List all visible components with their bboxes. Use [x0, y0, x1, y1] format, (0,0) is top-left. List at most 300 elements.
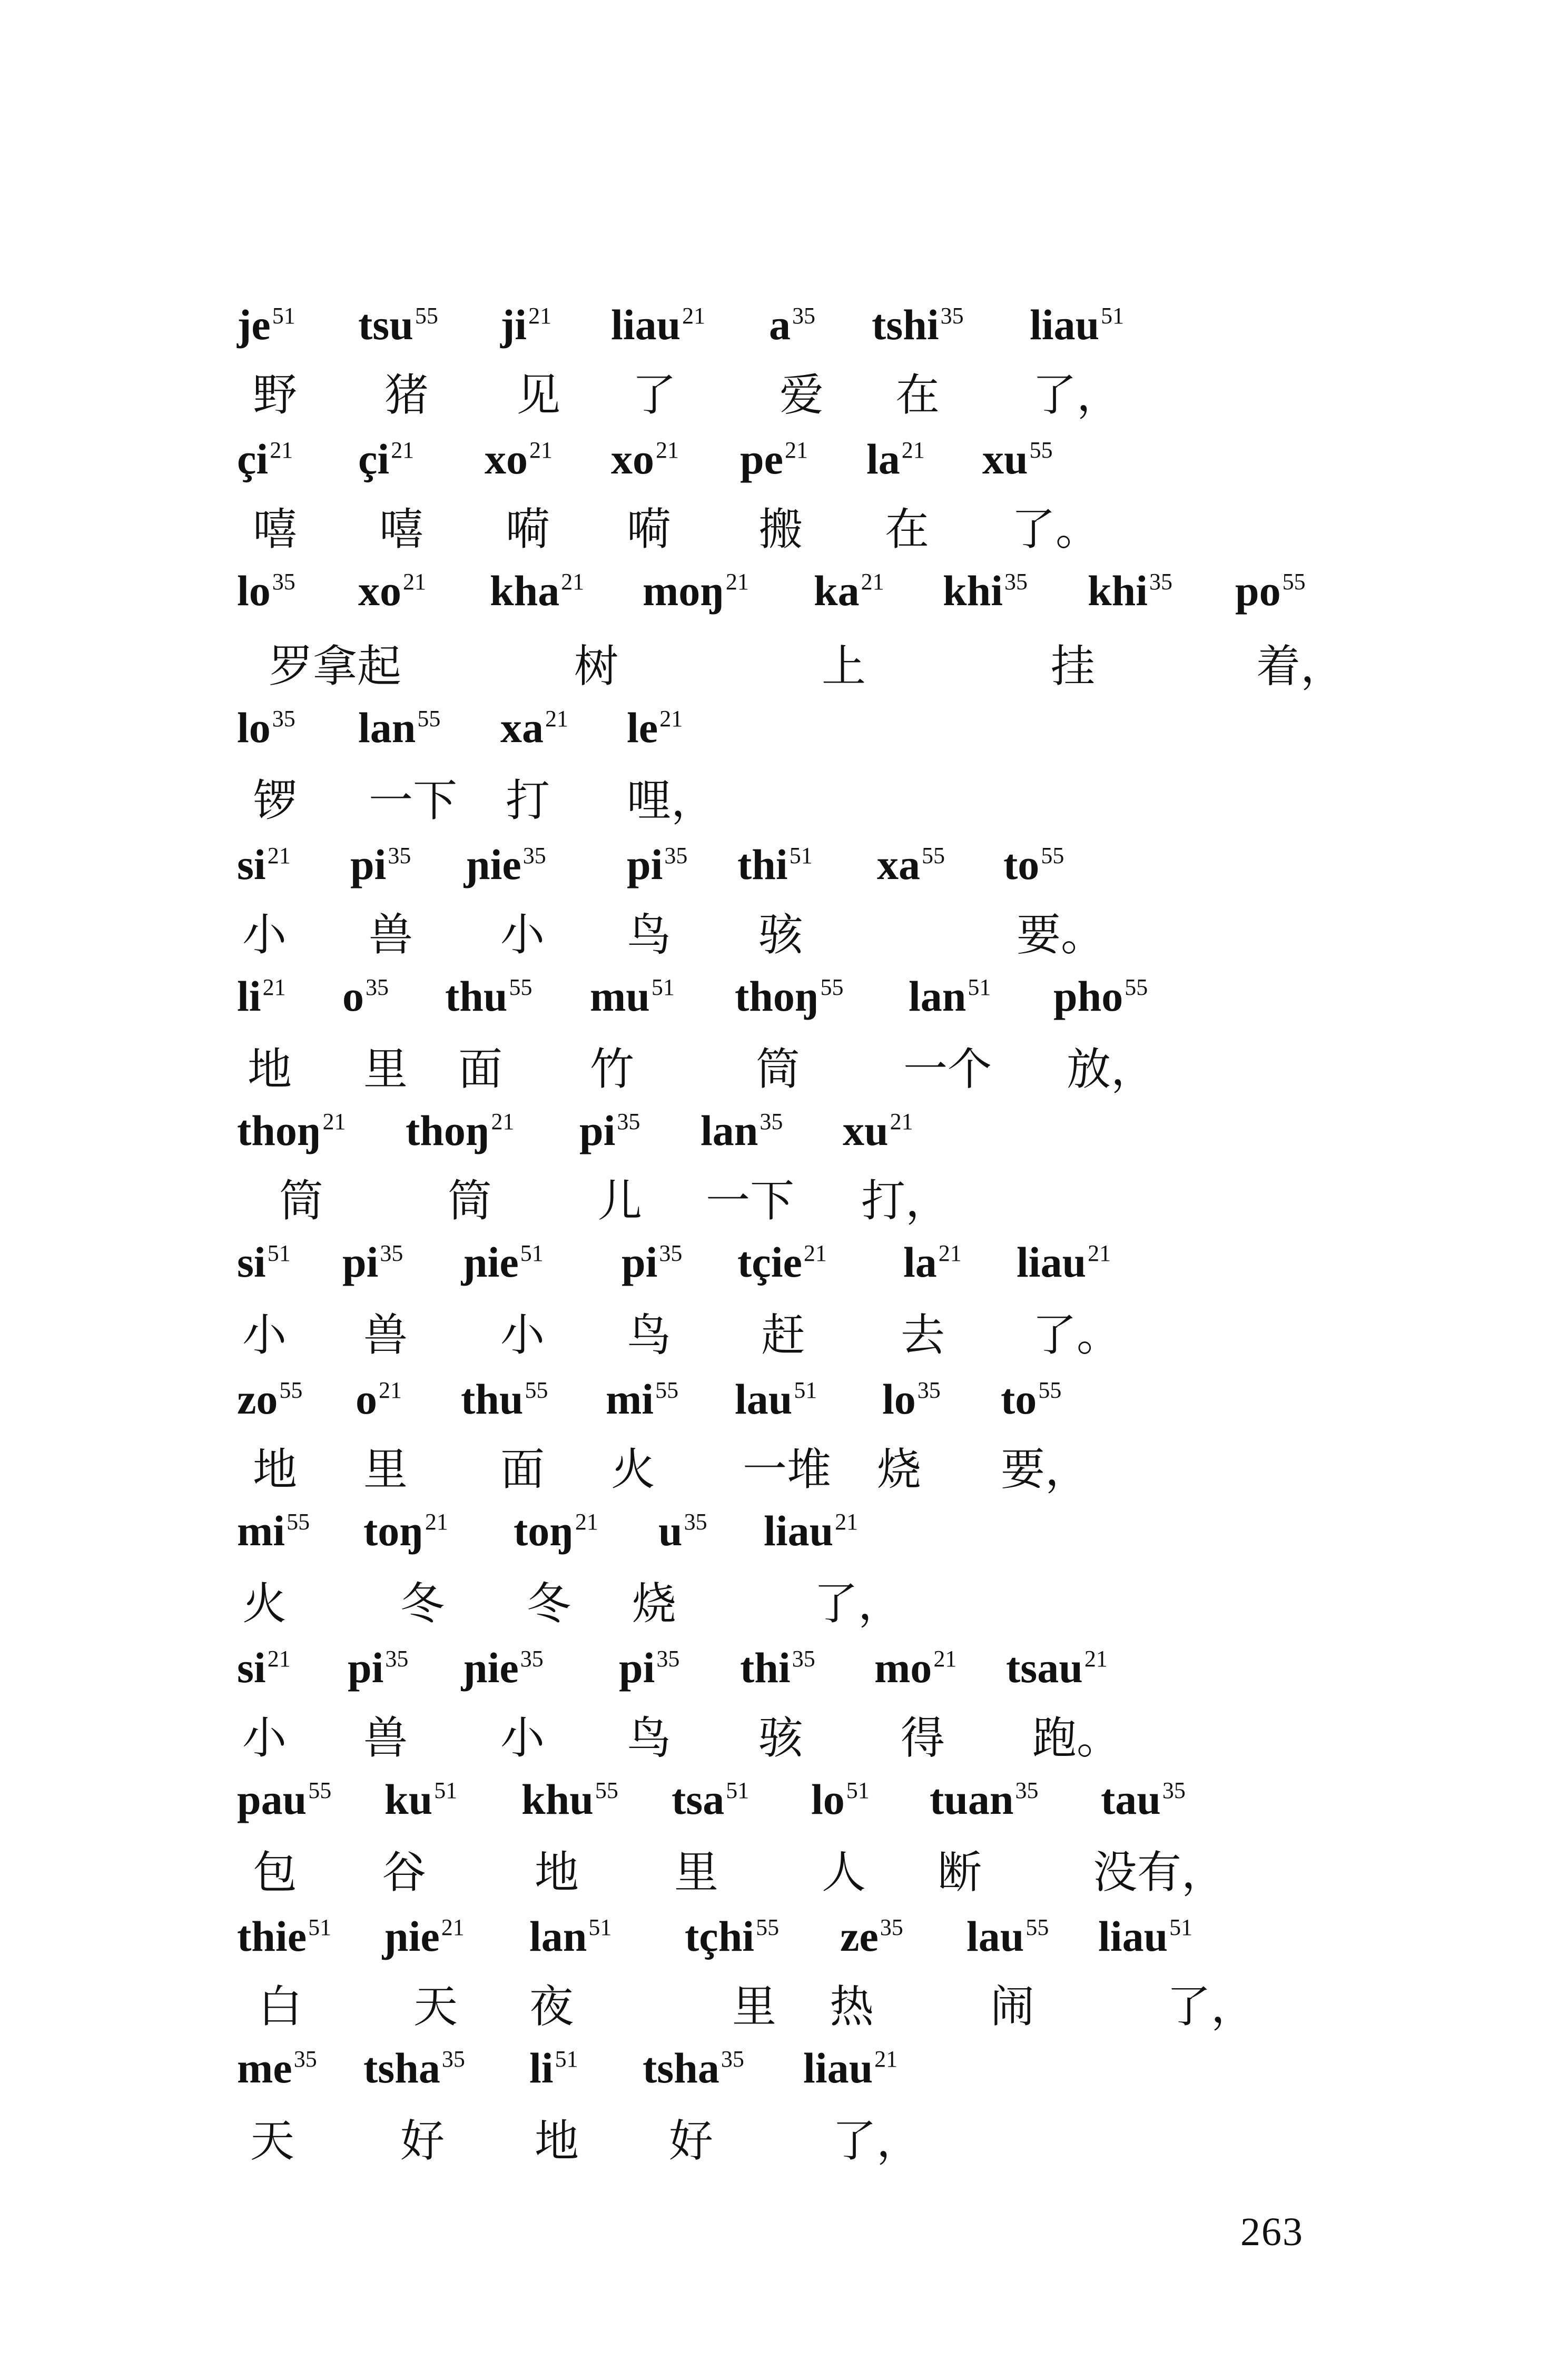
syllable — [237, 1630, 291, 1697]
tone-number: 21 — [656, 437, 679, 463]
syllable-text: lau — [967, 1912, 1024, 1960]
romanization-line — [0, 1762, 1568, 1823]
gloss-word: 小 — [242, 909, 287, 961]
gloss-word: 里 — [674, 1846, 719, 1898]
syllable-text: lo — [237, 704, 271, 752]
tone-number: 21 — [874, 2046, 898, 2072]
tone-number: 51 — [434, 1777, 458, 1803]
gloss-word: 跑。 — [1032, 1712, 1121, 1764]
gloss-word: 人 — [822, 1846, 866, 1898]
tone-number: 55 — [655, 1377, 679, 1403]
tone-number: 55 — [1029, 437, 1053, 463]
syllable-text: liau — [1098, 1912, 1168, 1960]
syllable-text: a — [769, 301, 791, 349]
tone-number: 51 — [267, 1240, 291, 1266]
gloss-word: 鸟 — [627, 1712, 672, 1764]
syllable — [1088, 553, 1172, 620]
syllable-text: liau — [764, 1507, 834, 1555]
syllable-text: je — [237, 301, 271, 349]
tone-number: 35 — [272, 569, 295, 595]
romanization-line — [0, 1093, 1568, 1154]
gloss-word: 去 — [901, 1309, 945, 1361]
gloss-word: 地 — [535, 1846, 579, 1898]
syllable — [529, 2030, 578, 2097]
tone-number: 35 — [721, 2046, 744, 2072]
tone-number: 51 — [846, 1777, 870, 1803]
gloss-word: 包 — [253, 1846, 298, 1898]
syllable — [909, 959, 991, 1025]
syllable — [701, 1093, 783, 1160]
gloss-word: 了， — [832, 2115, 921, 2167]
gloss-word: 地 — [535, 2115, 579, 2167]
syllable — [384, 1899, 465, 1966]
gloss-word: 放， — [1067, 1043, 1156, 1095]
syllable — [237, 1224, 291, 1291]
gloss-line — [0, 1843, 1568, 1901]
syllable — [590, 959, 675, 1025]
syllable-text: thu — [445, 972, 508, 1020]
syllable-text: tshi — [872, 301, 939, 349]
syllable — [500, 690, 568, 757]
gloss-line — [0, 500, 1568, 558]
syllable — [1006, 1630, 1108, 1697]
syllable — [1101, 1762, 1186, 1829]
syllable-text: tsau — [1006, 1644, 1083, 1692]
tone-number: 55 — [1025, 1914, 1049, 1940]
syllable-text: thoŋ — [237, 1107, 321, 1154]
gloss-word: 在 — [885, 503, 930, 555]
syllable — [643, 553, 749, 620]
romanization-line — [0, 553, 1568, 615]
syllable-text: ku — [384, 1775, 433, 1823]
tone-number: 51 — [794, 1377, 817, 1403]
syllable-text: to — [1003, 841, 1040, 888]
syllable — [485, 421, 553, 488]
tone-number: 21 — [529, 437, 553, 463]
tone-number: 35 — [940, 303, 964, 329]
tone-number: 55 — [287, 1509, 310, 1535]
syllable — [967, 1899, 1049, 1966]
syllable — [685, 1899, 779, 1966]
romanization-line — [0, 2030, 1568, 2092]
tone-number: 35 — [1162, 1777, 1186, 1803]
gloss-word: 竹 — [590, 1043, 635, 1095]
tone-number: 21 — [267, 843, 291, 868]
gloss-word: 挂 — [1051, 640, 1096, 692]
gloss-word: 一下 — [706, 1175, 795, 1227]
gloss-word: 面 — [500, 1444, 545, 1495]
syllable-text: ji — [500, 301, 527, 349]
tone-number: 21 — [803, 1240, 827, 1266]
tone-number: 21 — [441, 1914, 465, 1940]
tone-number: 35 — [792, 303, 815, 329]
tone-number: 35 — [522, 843, 546, 868]
gloss-word: 断 — [938, 1846, 982, 1898]
syllable-text: le — [627, 704, 658, 752]
gloss-word: 见 — [516, 369, 561, 421]
syllable-text: kha — [490, 567, 560, 615]
romanization-line — [0, 1361, 1568, 1423]
syllable — [342, 959, 389, 1025]
syllable — [672, 1762, 749, 1829]
tone-number: 21 — [659, 706, 683, 732]
gloss-word: 兽 — [363, 1712, 408, 1764]
syllable-text: thi — [737, 841, 788, 888]
tone-number: 21 — [1088, 1240, 1111, 1266]
romanization-line — [0, 421, 1568, 483]
syllable — [237, 1899, 331, 1966]
gloss-word: 筒 — [756, 1043, 801, 1095]
syllable — [737, 1224, 827, 1291]
syllable — [1001, 1361, 1061, 1428]
syllable — [982, 421, 1053, 488]
syllable-text: xo — [485, 435, 528, 483]
gloss-word: 里 — [732, 1981, 777, 2032]
tone-number: 35 — [617, 1109, 640, 1134]
syllable — [943, 553, 1028, 620]
syllable-text: lo — [882, 1375, 916, 1423]
syllable-text: to — [1001, 1375, 1037, 1423]
gloss-word: 着， — [1256, 640, 1345, 692]
page-number: 263 — [1240, 2210, 1304, 2254]
gloss-word: 罗拿起 — [269, 640, 402, 692]
gloss-word: 猪 — [384, 369, 429, 421]
syllable — [866, 421, 925, 488]
romanization-line — [0, 827, 1568, 888]
tone-number: 35 — [293, 2046, 317, 2072]
syllable — [619, 1630, 679, 1697]
gloss-word: 要， — [1001, 1444, 1090, 1495]
tone-number: 51 — [588, 1914, 612, 1940]
syllable-text: thi — [740, 1644, 791, 1692]
syllable — [363, 1493, 448, 1560]
tone-number: 51 — [555, 2046, 578, 2072]
gloss-word: 没有， — [1093, 1846, 1226, 1898]
syllable-text: zo — [237, 1375, 278, 1423]
syllable — [237, 553, 295, 620]
gloss-word: 闹 — [990, 1981, 1035, 2032]
syllable — [740, 421, 808, 488]
syllable-text: ɲie — [464, 1238, 519, 1286]
gloss-word: 热 — [830, 1981, 874, 2032]
tone-number: 51 — [272, 303, 295, 329]
syllable — [490, 553, 584, 620]
gloss-word: 了， — [1032, 369, 1121, 421]
gloss-line — [0, 1709, 1568, 1767]
romanization-line — [0, 287, 1568, 349]
gloss-word: 了 — [632, 369, 677, 421]
syllable — [611, 421, 679, 488]
syllable — [735, 959, 844, 1025]
gloss-word: 谷 — [382, 1846, 427, 1898]
syllable — [237, 287, 295, 354]
gloss-word: 一堆 — [743, 1444, 832, 1495]
tone-number: 55 — [415, 303, 438, 329]
syllable-text: xa — [500, 704, 544, 752]
gloss-line — [0, 772, 1568, 829]
syllable — [237, 2030, 317, 2097]
syllable-text: xu — [843, 1107, 889, 1154]
syllable-text: xa — [877, 841, 920, 888]
syllable-text: tçhi — [685, 1912, 755, 1960]
romanization-line — [0, 959, 1568, 1020]
gloss-word: 搬 — [758, 503, 803, 555]
tone-number: 35 — [760, 1109, 783, 1134]
gloss-word: 嗬 — [627, 503, 672, 555]
gloss-word: 好 — [669, 2115, 714, 2167]
tone-number: 55 — [820, 974, 844, 1000]
gloss-word: 嗬 — [506, 503, 550, 555]
syllable-text: ɲie — [384, 1912, 440, 1960]
syllable — [740, 1630, 815, 1697]
syllable — [358, 690, 440, 757]
gloss-word: 好 — [400, 2115, 445, 2167]
tone-number: 21 — [545, 706, 568, 732]
gloss-word: 兽 — [369, 909, 413, 961]
gloss-word: 烧 — [632, 1578, 677, 1630]
syllable — [1053, 959, 1148, 1025]
syllable — [658, 1493, 707, 1560]
tone-number: 51 — [726, 1777, 750, 1803]
syllable — [237, 1093, 346, 1160]
gloss-word: 小 — [500, 1712, 545, 1764]
syllable-text: thoŋ — [735, 972, 819, 1020]
gloss-word: 一个 — [903, 1043, 992, 1095]
syllable-text: khi — [943, 567, 1003, 615]
syllable-text: xu — [982, 435, 1028, 483]
syllable-text: lan — [529, 1912, 587, 1960]
syllable-text: pi — [579, 1107, 616, 1154]
romanization-line — [0, 1630, 1568, 1692]
syllable-text: toŋ — [363, 1507, 423, 1555]
syllable — [1017, 1224, 1111, 1291]
syllable — [627, 690, 683, 757]
syllable — [237, 1493, 310, 1560]
tone-number: 35 — [659, 1240, 683, 1266]
syllable-text: o — [356, 1375, 377, 1423]
romanization-line — [0, 1493, 1568, 1555]
syllable-text: pi — [619, 1644, 655, 1692]
tone-number: 35 — [664, 843, 688, 868]
syllable — [358, 287, 438, 354]
syllable — [363, 2030, 465, 2097]
syllable — [903, 1224, 962, 1291]
tone-number: 21 — [835, 1509, 859, 1535]
gloss-line — [0, 637, 1568, 695]
gloss-word: 小 — [242, 1712, 287, 1764]
syllable-text: lan — [909, 972, 967, 1020]
gloss-word: 里 — [363, 1444, 408, 1495]
gloss-line — [0, 1575, 1568, 1633]
gloss-word: 嘻 — [253, 503, 298, 555]
tone-number: 35 — [1004, 569, 1028, 595]
gloss-word: 了， — [1167, 1981, 1256, 2032]
syllable-text: khu — [521, 1775, 594, 1823]
syllable-text: mo — [874, 1644, 932, 1692]
syllable-text: ze — [840, 1912, 879, 1960]
syllable — [872, 287, 964, 354]
syllable — [384, 1762, 457, 1829]
syllable — [237, 959, 286, 1025]
syllable — [803, 2030, 898, 2097]
syllable-text: lau — [735, 1375, 793, 1423]
gloss-word: 嘻 — [379, 503, 424, 555]
tone-number: 21 — [267, 1646, 291, 1672]
syllable — [1003, 827, 1064, 894]
tone-number: 35 — [1149, 569, 1172, 595]
tone-number: 21 — [322, 1109, 346, 1134]
gloss-line — [0, 1040, 1568, 1098]
syllable — [406, 1093, 515, 1160]
tone-number: 51 — [1101, 303, 1125, 329]
gloss-word: 鸟 — [627, 1309, 672, 1361]
syllable-text: tsha — [363, 2044, 440, 2092]
tone-number: 21 — [528, 303, 552, 329]
gloss-word: 小 — [242, 1309, 287, 1361]
gloss-word: 火 — [242, 1578, 287, 1630]
tone-number: 21 — [890, 1109, 913, 1134]
syllable-text: moŋ — [643, 567, 724, 615]
gloss-line — [0, 1306, 1568, 1364]
syllable — [464, 1630, 544, 1697]
tone-number: 35 — [1015, 1777, 1039, 1803]
gloss-word: 鸟 — [627, 909, 672, 961]
syllable-text: xo — [611, 435, 654, 483]
syllable-text: tsha — [643, 2044, 719, 2092]
syllable-text: liau — [1030, 301, 1100, 349]
gloss-line — [0, 2112, 1568, 2170]
syllable — [579, 1093, 640, 1160]
gloss-word: 了。 — [1011, 503, 1100, 555]
syllable-text: pi — [622, 1238, 658, 1286]
gloss-word: 哩， — [627, 775, 716, 826]
gloss-word: 筒 — [279, 1175, 324, 1227]
gloss-word: 打 — [506, 775, 550, 826]
syllable-text: çi — [358, 435, 390, 483]
gloss-word: 一下 — [369, 775, 458, 826]
tone-number: 35 — [380, 1240, 403, 1266]
tone-number: 35 — [656, 1646, 680, 1672]
syllable — [814, 553, 884, 620]
syllable-text: pau — [237, 1775, 307, 1823]
tone-number: 51 — [1169, 1914, 1193, 1940]
syllable — [521, 1762, 618, 1829]
gloss-word: 冬 — [400, 1578, 445, 1630]
tone-number: 21 — [561, 569, 585, 595]
syllable — [811, 1762, 870, 1829]
tone-number: 21 — [933, 1646, 957, 1672]
tone-number: 21 — [379, 1377, 402, 1403]
syllable — [237, 421, 293, 488]
tone-number: 51 — [308, 1914, 332, 1940]
syllable — [500, 287, 551, 354]
gloss-word: 骇 — [758, 909, 803, 961]
gloss-line — [0, 906, 1568, 964]
tone-number: 35 — [880, 1914, 903, 1940]
gloss-word: 火 — [611, 1444, 656, 1495]
tone-number: 55 — [509, 974, 532, 1000]
tone-number: 21 — [270, 437, 293, 463]
gloss-word: 兽 — [363, 1309, 408, 1361]
syllable-text: ka — [814, 567, 860, 615]
syllable — [1235, 553, 1306, 620]
gloss-word: 筒 — [448, 1175, 492, 1227]
syllable-text: mi — [237, 1507, 285, 1555]
syllable-text: thu — [461, 1375, 524, 1423]
gloss-word: 夜 — [529, 1981, 574, 2032]
tone-number: 55 — [1038, 1377, 1062, 1403]
tone-number: 55 — [417, 706, 441, 732]
syllable — [514, 1493, 598, 1560]
syllable — [466, 827, 546, 894]
tone-number: 35 — [520, 1646, 544, 1672]
syllable — [1030, 287, 1124, 354]
syllable-text: ɲie — [466, 841, 521, 888]
syllable — [237, 1762, 331, 1829]
gloss-word: 要。 — [1017, 909, 1106, 961]
gloss-word: 天 — [413, 1981, 458, 2032]
syllable-text: mu — [590, 972, 650, 1020]
syllable-text: liau — [1017, 1238, 1087, 1286]
gloss-word: 在 — [895, 369, 940, 421]
syllable-text: o — [342, 972, 364, 1020]
syllable-text: la — [866, 435, 900, 483]
tone-number: 55 — [525, 1377, 548, 1403]
syllable-text: po — [1235, 567, 1281, 615]
syllable — [764, 1493, 858, 1560]
tone-number: 55 — [1282, 569, 1306, 595]
gloss-word: 了， — [814, 1578, 903, 1630]
syllable-text: thoŋ — [406, 1107, 490, 1154]
tone-number: 35 — [272, 706, 295, 732]
syllable-text: lo — [237, 567, 271, 615]
gloss-word: 小 — [500, 909, 545, 961]
syllable-text: tsa — [672, 1775, 725, 1823]
syllable — [529, 1899, 612, 1966]
tone-number: 21 — [938, 1240, 962, 1266]
syllable — [735, 1361, 817, 1428]
syllable-text: toŋ — [514, 1507, 574, 1555]
syllable-text: si — [237, 1644, 266, 1692]
syllable-text: khi — [1088, 567, 1148, 615]
syllable — [840, 1899, 903, 1966]
gloss-word: 天 — [250, 2115, 295, 2167]
romanization-line — [0, 1899, 1568, 1960]
tone-number: 51 — [968, 974, 991, 1000]
syllable-text: tsu — [358, 301, 413, 349]
tone-number: 55 — [308, 1777, 332, 1803]
gloss-line — [0, 1978, 1568, 2036]
syllable — [350, 827, 411, 894]
syllable-text: si — [237, 1238, 266, 1286]
tone-number: 55 — [1041, 843, 1064, 868]
syllable — [930, 1762, 1039, 1829]
gloss-word: 儿 — [598, 1175, 643, 1227]
gloss-word: 小 — [500, 1309, 545, 1361]
syllable-text: thie — [237, 1912, 307, 1960]
tone-number: 35 — [441, 2046, 465, 2072]
tone-number: 21 — [403, 569, 426, 595]
syllable-text: liau — [803, 2044, 873, 2092]
gloss-word: 树 — [574, 640, 619, 692]
gloss-line — [0, 1172, 1568, 1230]
syllable-text: si — [237, 841, 266, 888]
syllable — [622, 1224, 682, 1291]
syllable-text: li — [529, 2044, 554, 2092]
syllable — [356, 1361, 402, 1428]
syllable-text: lan — [701, 1107, 758, 1154]
tone-number: 21 — [861, 569, 884, 595]
